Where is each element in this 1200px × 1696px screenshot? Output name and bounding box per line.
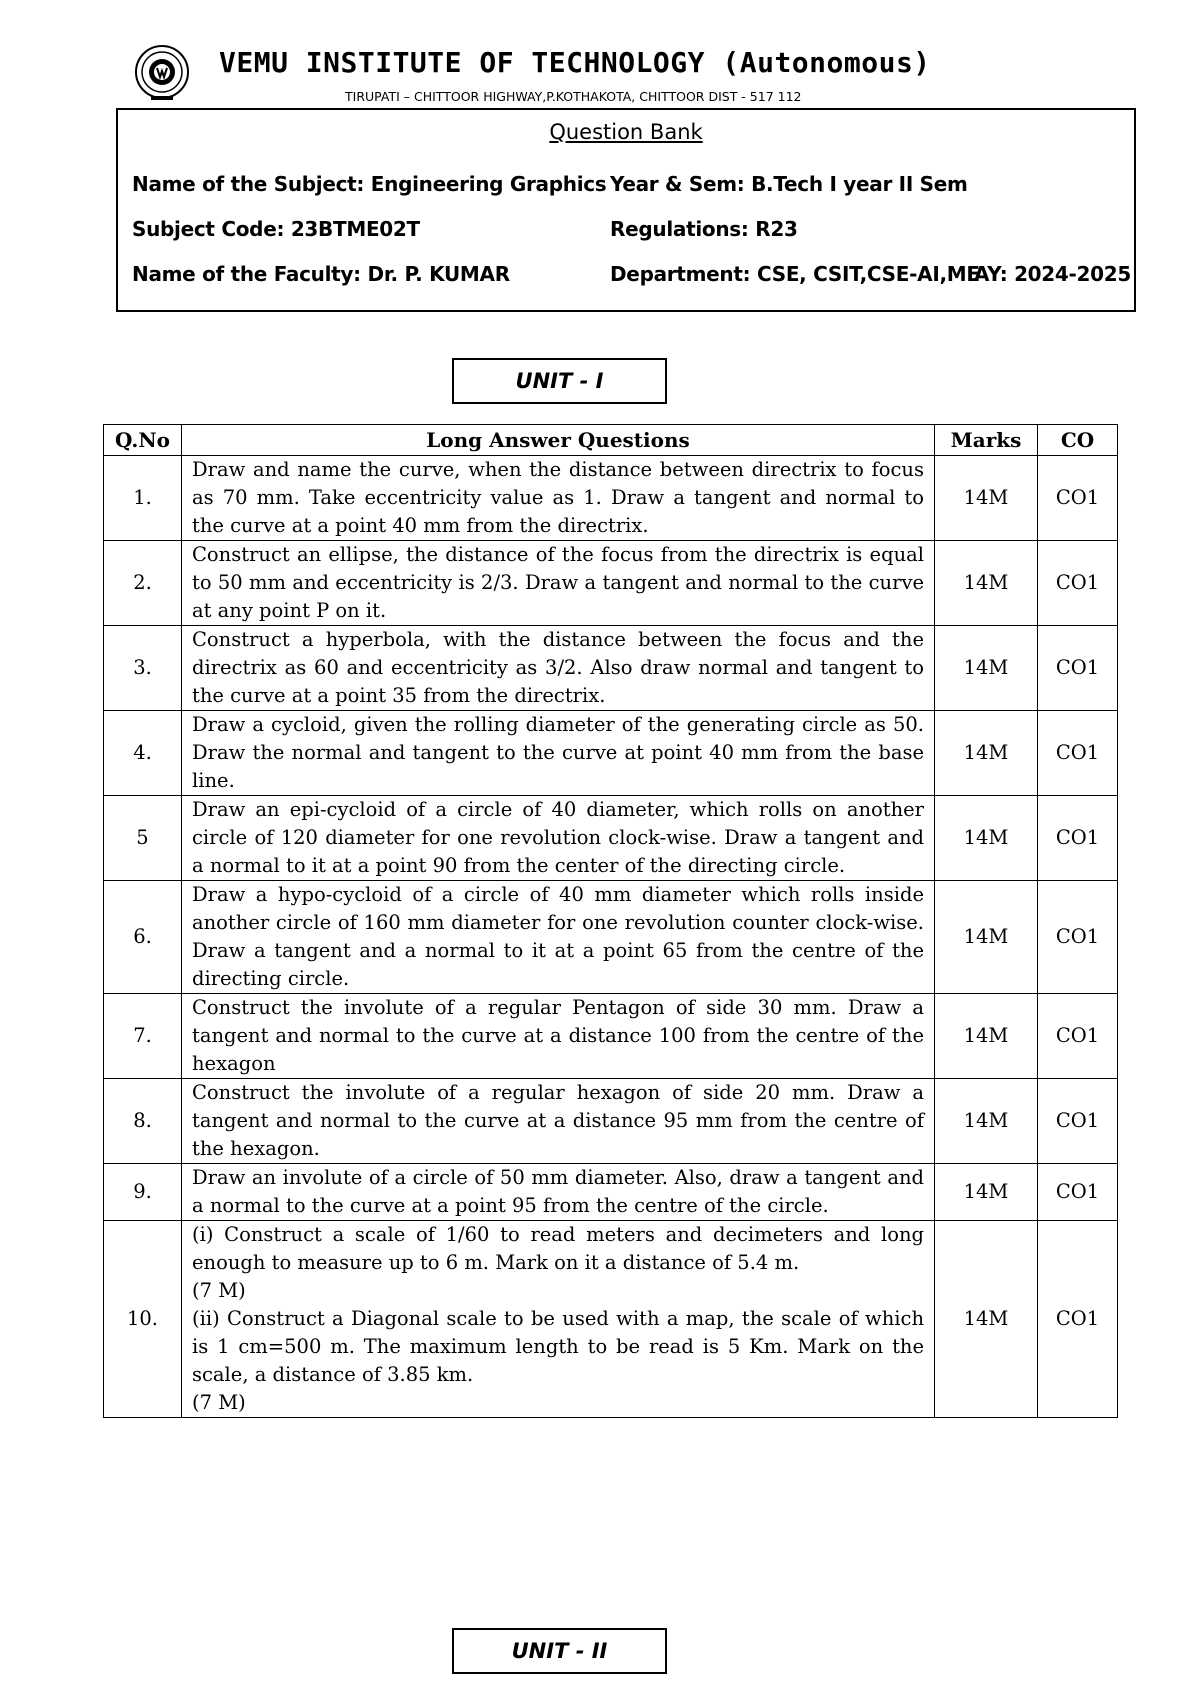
department: Department: CSE, CSIT,CSE-AI,ME: [610, 262, 980, 286]
question-number: 10.: [104, 1221, 182, 1418]
question-number: 1.: [104, 456, 182, 541]
question-co: CO1: [1038, 1221, 1118, 1418]
question-marks: 14M: [935, 626, 1038, 711]
table-row: [104, 994, 1118, 1079]
question-co: CO1: [1038, 456, 1118, 541]
question-part-1-marks-line: [192, 1277, 924, 1305]
table-row: [104, 1221, 1118, 1418]
question-marks: 14M: [935, 1164, 1038, 1221]
question-number: 3.: [104, 626, 182, 711]
question-marks: 14M: [935, 456, 1038, 541]
table-row: [104, 881, 1118, 994]
faculty-name: Name of the Faculty: Dr. P. KUMAR: [132, 262, 510, 286]
question-text: Draw an epi-cycloid of a circle of 40 diameter, which rolls on another circle of 120 diameter for one revolution clock-wise. Draw a tangent and a normal to it at a point 90 from the center of the directing circle.: [182, 796, 935, 881]
table-row: [104, 711, 1118, 796]
year-sem: Year & Sem: B.Tech I year II Sem: [610, 172, 968, 196]
table-row: [104, 456, 1118, 541]
institute-name: VEMU INSTITUTE OF TECHNOLOGY (Autonomous): [219, 46, 931, 79]
question-co: CO1: [1038, 994, 1118, 1079]
header-question: Long Answer Questions: [182, 425, 935, 456]
question-co: CO1: [1038, 711, 1118, 796]
institute-address: TIRUPATI – CHITTOOR HIGHWAY,P.KOTHAKOTA, CHITTOOR DIST - 517 112: [345, 89, 802, 104]
header-qno: Q.No: [104, 425, 182, 456]
question-number: 5: [104, 796, 182, 881]
subject-name: Name of the Subject: Engineering Graphics: [132, 172, 607, 196]
course-info-box: [116, 108, 1136, 312]
question-marks: 14M: [935, 994, 1038, 1079]
question-number: 7.: [104, 994, 182, 1079]
question-marks: 14M: [935, 711, 1038, 796]
question-part-2-marks-line: [192, 1389, 924, 1417]
institute-logo: [133, 44, 191, 102]
question-part-2-marks: (7 M): [192, 1391, 246, 1414]
table-row: [104, 626, 1118, 711]
question-number: 2.: [104, 541, 182, 626]
header-co: CO: [1038, 425, 1118, 456]
regulations: Regulations: R23: [610, 217, 798, 241]
question-number: 8.: [104, 1079, 182, 1164]
page-header: [133, 44, 1053, 106]
question-number: 6.: [104, 881, 182, 994]
question-co: CO1: [1038, 541, 1118, 626]
question-co: CO1: [1038, 796, 1118, 881]
table-row: [104, 541, 1118, 626]
question-co: CO1: [1038, 1079, 1118, 1164]
table-header-row: [104, 425, 1118, 456]
question-text: [182, 1221, 935, 1418]
question-text: Construct the involute of a regular Pentagon of side 30 mm. Draw a tangent and normal to the curve at a distance 100 from the centre of the hexagon: [182, 994, 935, 1079]
question-part-1-marks: (7 M): [192, 1279, 246, 1302]
academic-year: AY: 2024-2025: [974, 262, 1131, 286]
question-marks: 14M: [935, 1221, 1038, 1418]
question-part-2: (ii) Construct a Diagonal scale to be used with a map, the scale of which is 1 cm=500 m. The maximum length to be read is 5 Km. Mark on the scale, a distance of 3.85 km.: [192, 1307, 924, 1386]
question-co: CO1: [1038, 1164, 1118, 1221]
question-text: Draw an involute of a circle of 50 mm diameter. Also, draw a tangent and a normal to the curve at a point 95 from the centre of the circle.: [182, 1164, 935, 1221]
question-marks: 14M: [935, 881, 1038, 994]
question-bank-title: Question Bank: [549, 120, 703, 144]
question-number: 4.: [104, 711, 182, 796]
table-row: [104, 796, 1118, 881]
question-marks: 14M: [935, 1079, 1038, 1164]
question-co: CO1: [1038, 881, 1118, 994]
question-text: Construct a hyperbola, with the distance between the focus and the directrix as 60 and eccentricity as 3/2. Also draw normal and tangent to the curve at a point 35 from the directrix.: [182, 626, 935, 711]
question-text: Construct an ellipse, the distance of the focus from the directrix is equal to 50 mm and eccentricity is 2/3. Draw a tangent and normal to the curve at any point P on it.: [182, 541, 935, 626]
question-part-1: (i) Construct a scale of 1/60 to read meters and decimeters and long enough to measure up to 6 m. Mark on it a distance of 5.4 m.: [192, 1223, 924, 1274]
table-row: [104, 1164, 1118, 1221]
question-co: CO1: [1038, 626, 1118, 711]
question-text: Draw a cycloid, given the rolling diameter of the generating circle as 50. Draw the normal and tangent to the curve at point 40 mm from the base line.: [182, 711, 935, 796]
question-marks: 14M: [935, 796, 1038, 881]
unit-1-label: UNIT - I: [452, 358, 667, 404]
table-row: [104, 1079, 1118, 1164]
subject-code: Subject Code: 23BTME02T: [132, 217, 420, 241]
question-number: 9.: [104, 1164, 182, 1221]
question-text: Construct the involute of a regular hexagon of side 20 mm. Draw a tangent and normal to the curve at a distance 95 mm from the centre of the hexagon.: [182, 1079, 935, 1164]
question-marks: 14M: [935, 541, 1038, 626]
question-table: [103, 424, 1118, 1418]
question-text: Draw a hypo-cycloid of a circle of 40 mm diameter which rolls inside another circle of 160 mm diameter for one revolution counter clock-wise. Draw a tangent and a normal to it at a point 65 from the centre of the directing circle.: [182, 881, 935, 994]
question-text: Draw and name the curve, when the distance between directrix to focus as 70 mm. Take eccentricity value as 1. Draw a tangent and normal to the curve at a point 40 mm from the directrix.: [182, 456, 935, 541]
unit-2-label: UNIT - II: [452, 1628, 667, 1674]
header-marks: Marks: [935, 425, 1038, 456]
